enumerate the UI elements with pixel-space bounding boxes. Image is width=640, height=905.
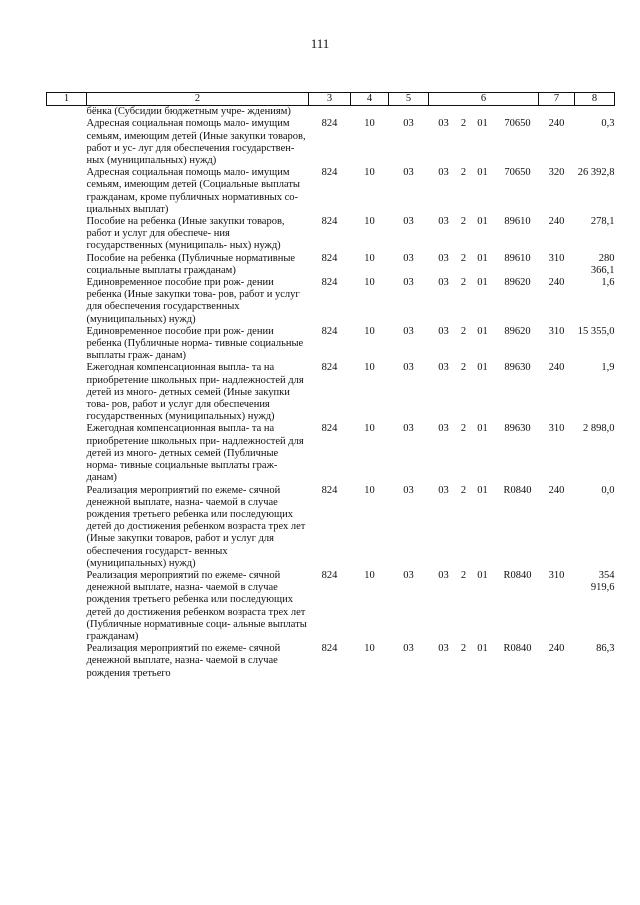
row-description: Реализация мероприятий по ежеме- сячной денежной выплате, назна- чаемой в случае рождения третьего ребенка или последующих детей до достижения ребенком возраста трех лет (Публичные нормативные соци- альные выплаты гражданам) [86, 569, 307, 642]
program-code: 03 [438, 362, 449, 374]
expense-type-code: 240 [548, 362, 565, 374]
program-code: 03 [438, 569, 449, 581]
subprogram-code: 2 [460, 362, 467, 374]
activity-code: 01 [477, 569, 488, 581]
ministry-code: 824 [321, 484, 338, 496]
amount: 0,3 [601, 118, 615, 130]
expense-type-code: 240 [548, 484, 565, 496]
table-row [47, 570, 615, 643]
section-code: 10 [364, 362, 375, 374]
row-description: Единовременное пособие при рож- дении ребенка (Иные закупки това- ров, работ и услуг для обеспечения государственных (муниципальных) нужд) [86, 277, 300, 325]
expense-type-code: 240 [548, 643, 565, 655]
amount: 86,3 [596, 643, 615, 655]
direction-code: 70650 [504, 167, 531, 179]
activity-code: 01 [477, 216, 488, 228]
amount: 1,6 [601, 277, 615, 289]
program-code: 03 [438, 484, 449, 496]
section-code: 10 [364, 216, 375, 228]
activity-code: 01 [477, 643, 488, 655]
section-code: 10 [364, 118, 375, 130]
page-number: 111 [310, 36, 330, 51]
subsection-code: 03 [403, 277, 414, 289]
column-header-1: 1 [47, 93, 87, 106]
program-code: 03 [438, 167, 449, 179]
activity-code: 01 [477, 167, 488, 179]
table-row [47, 362, 615, 423]
row-description: Реализация мероприятий по ежеме- сячной денежной выплате, назна- чаемой в случае рождения третьего [86, 643, 281, 679]
row-description: Единовременное пособие при рож- дении ребенка (Публичные норма- тивные социальные выплаты граж- данам) [86, 325, 304, 362]
subsection-code: 03 [403, 167, 414, 179]
subprogram-code: 2 [460, 569, 467, 581]
subsection-code: 03 [403, 325, 414, 337]
activity-code: 01 [477, 277, 488, 289]
section-code: 10 [364, 252, 375, 264]
table-row [47, 423, 615, 484]
program-code: 03 [438, 325, 449, 337]
program-code: 03 [438, 252, 449, 264]
amount: 354 919,6 [590, 569, 615, 594]
continuation-text: бёнка (Субсидии бюджетным учре- ждениям) [86, 106, 291, 118]
row-description: Пособие на ребенка (Иные закупки товаров, работ и услуг для обеспече- ния государственных (муниципаль- ных) нужд) [86, 216, 285, 252]
table-header-row [47, 93, 615, 106]
table-row [47, 643, 615, 680]
subprogram-code: 2 [460, 643, 467, 655]
table-row [47, 485, 615, 570]
direction-code: 89630 [504, 423, 531, 435]
subsection-code: 03 [403, 484, 414, 496]
program-code: 03 [438, 423, 449, 435]
row-description: Пособие на ребенка (Публичные нормативные социальные выплаты гражданам) [86, 252, 296, 276]
subprogram-code: 2 [460, 484, 467, 496]
section-code: 10 [364, 325, 375, 337]
amount: 278,1 [590, 216, 615, 228]
ministry-code: 824 [321, 569, 338, 581]
subsection-code: 03 [403, 362, 414, 374]
section-code: 10 [364, 423, 375, 435]
activity-code: 01 [477, 118, 488, 130]
direction-code: 89610 [504, 252, 531, 264]
ministry-code: 824 [321, 423, 338, 435]
column-header-7: 7 [539, 93, 575, 106]
program-code: 03 [438, 118, 449, 130]
direction-code: 89630 [504, 362, 531, 374]
activity-code: 01 [477, 252, 488, 264]
ministry-code: 824 [321, 277, 338, 289]
subsection-code: 03 [403, 643, 414, 655]
amount: 280 366,1 [590, 252, 615, 276]
table-row [47, 118, 615, 167]
direction-code: 89620 [504, 277, 531, 289]
program-code: 03 [438, 643, 449, 655]
subprogram-code: 2 [460, 277, 467, 289]
subsection-code: 03 [403, 216, 414, 228]
direction-code: R0840 [503, 484, 532, 496]
ministry-code: 824 [321, 643, 338, 655]
column-header-5: 5 [389, 93, 429, 106]
row-description: Ежегодная компенсационная выпла- та на приобретение школьных при- надлежностей для детей из много- детных семей (Иные закупки това- ров, работ и услуг для обеспечения государственных (муниципальных) нужд) [86, 362, 304, 423]
column-header-4: 4 [351, 93, 389, 106]
expense-type-code: 310 [548, 252, 565, 264]
row-description: Адресная социальная помощь мало- имущим семьям, имеющим детей (Социальные выплаты гражданам, кроме публичных нормативных со- циальных выплат) [86, 167, 300, 215]
expense-type-code: 320 [548, 167, 565, 179]
ministry-code: 824 [321, 252, 338, 264]
ministry-code: 824 [321, 362, 338, 374]
expense-type-code: 310 [548, 423, 565, 435]
table-row [47, 253, 615, 277]
direction-code: 70650 [504, 118, 531, 130]
program-code: 03 [438, 216, 449, 228]
amount: 15 355,0 [577, 325, 615, 337]
ministry-code: 824 [321, 118, 338, 130]
subprogram-code: 2 [460, 325, 467, 337]
subprogram-code: 2 [460, 216, 467, 228]
amount: 2 898,0 [583, 423, 615, 435]
program-code: 03 [438, 277, 449, 289]
column-header-6: 6 [429, 93, 539, 106]
row-description: Адресная социальная помощь мало- имущим семьям, имеющим детей (Иные закупки товаров, работ и ус- луг для обеспечения государствен- ных (муниципальных) нужд) [86, 118, 306, 167]
direction-code: R0840 [503, 643, 532, 655]
direction-code: R0840 [503, 569, 532, 581]
continuation-row [47, 106, 615, 119]
column-header-8: 8 [575, 93, 615, 106]
table-row [47, 326, 615, 363]
budget-table [46, 92, 615, 680]
direction-code: 89620 [504, 325, 531, 337]
subprogram-code: 2 [460, 423, 467, 435]
activity-code: 01 [477, 484, 488, 496]
subprogram-code: 2 [460, 252, 467, 264]
ministry-code: 824 [321, 167, 338, 179]
expense-type-code: 240 [548, 118, 565, 130]
activity-code: 01 [477, 325, 488, 337]
activity-code: 01 [477, 362, 488, 374]
direction-code: 89610 [504, 216, 531, 228]
row-description: Ежегодная компенсационная выпла- та на приобретение школьных при- надлежностей для детей из много- детных семей (Публичные норма- тивные социальные выплаты граж- данам) [86, 423, 304, 484]
section-code: 10 [364, 167, 375, 179]
section-code: 10 [364, 484, 375, 496]
expense-type-code: 240 [548, 277, 565, 289]
expense-type-code: 240 [548, 216, 565, 228]
column-header-3: 3 [309, 93, 351, 106]
row-description: Реализация мероприятий по ежеме- сячной денежной выплате, назна- чаемой в случае рождения третьего ребенка или последующих детей до достижения ребенком возраста трех лет (Иные закупки товаров, работ и услуг для обеспечения государст- венных (муниципальных) нужд) [86, 484, 306, 569]
subsection-code: 03 [403, 569, 414, 581]
table-row [47, 216, 615, 253]
activity-code: 01 [477, 423, 488, 435]
subsection-code: 03 [403, 118, 414, 130]
ministry-code: 824 [321, 216, 338, 228]
section-code: 10 [364, 643, 375, 655]
subprogram-code: 2 [460, 118, 467, 130]
section-code: 10 [364, 569, 375, 581]
amount: 1,9 [601, 362, 615, 374]
column-header-2: 2 [87, 93, 309, 106]
table-row [47, 167, 615, 216]
subsection-code: 03 [403, 423, 414, 435]
expense-type-code: 310 [548, 325, 565, 337]
table-row [47, 277, 615, 326]
ministry-code: 824 [321, 325, 338, 337]
amount: 26 392,8 [577, 167, 615, 179]
expense-type-code: 310 [548, 569, 565, 581]
amount: 0,0 [601, 484, 615, 496]
subprogram-code: 2 [460, 167, 467, 179]
subsection-code: 03 [403, 252, 414, 264]
section-code: 10 [364, 277, 375, 289]
